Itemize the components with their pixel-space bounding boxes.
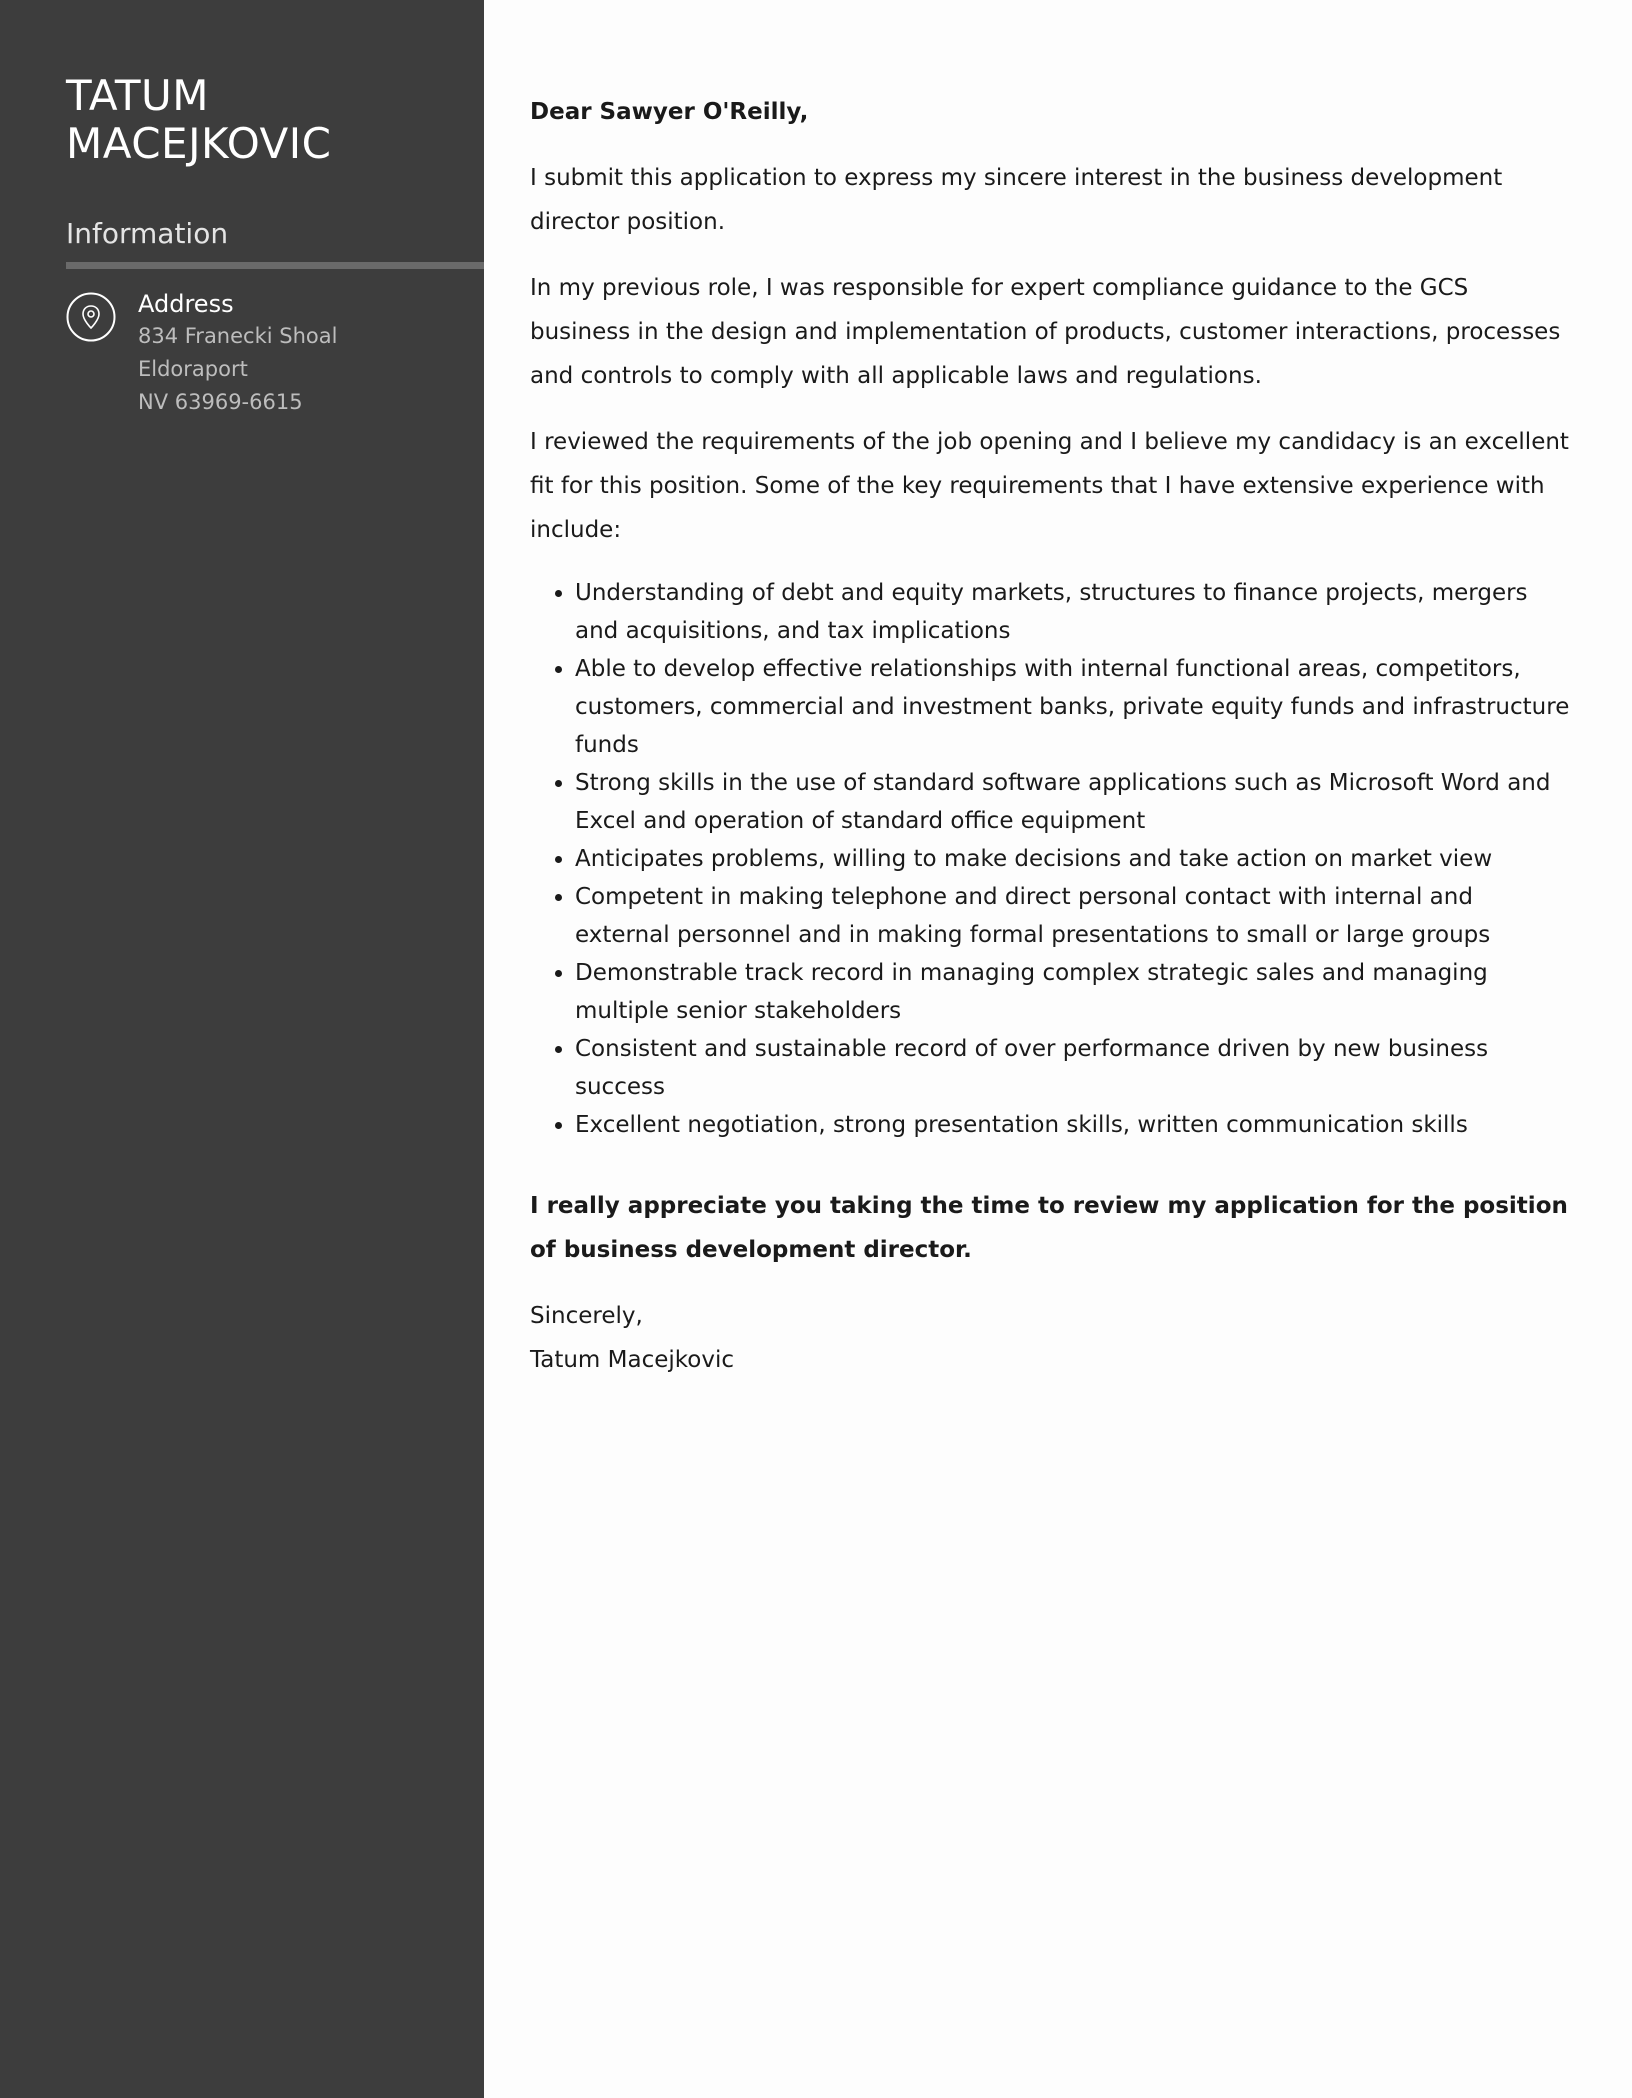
- address-label: Address: [138, 290, 234, 318]
- requirements-list: [530, 574, 1570, 1144]
- list-item: • Competent in making telephone and direct personal contact with internal and external personnel and in making formal presentations to small or large groups: [575, 878, 1570, 954]
- list-item: • Consistent and sustainable record of over performance driven by new business success: [575, 1030, 1570, 1106]
- paragraph-intro: I submit this application to express my sincere interest in the business development director position.: [530, 165, 1503, 235]
- map-pin-icon: [66, 292, 116, 342]
- address-line-2: Eldoraport: [138, 357, 248, 381]
- list-item: • Understanding of debt and equity markets, structures to finance projects, mergers and acquisitions, and tax implications: [575, 574, 1570, 650]
- salutation: Dear Sawyer O'Reilly,: [530, 99, 809, 125]
- signoff: Sincerely,: [530, 1303, 643, 1329]
- signature: Tatum Macejkovic: [530, 1347, 734, 1373]
- list-item: • Demonstrable track record in managing complex strategic sales and managing multiple senior stakeholders: [575, 954, 1570, 1030]
- name-first: TATUM: [66, 71, 209, 120]
- name-last: MACEJKOVIC: [66, 119, 332, 168]
- applicant-name: [66, 72, 466, 168]
- list-item: • Able to develop effective relationships with internal functional areas, competitors, customers, commercial and investment banks, private equity funds and infrastructure funds: [575, 650, 1570, 764]
- sidebar: [0, 0, 484, 2098]
- address-line-1: 834 Franecki Shoal: [138, 324, 338, 348]
- address-line-3: NV 63969-6615: [138, 390, 303, 414]
- list-item: • Strong skills in the use of standard software applications such as Microsoft Word and Excel and operation of standard office equipment: [575, 764, 1570, 840]
- list-item: • Anticipates problems, willing to make decisions and take action on market view: [575, 840, 1570, 878]
- section-divider: [66, 262, 484, 269]
- list-item: • Excellent negotiation, strong presentation skills, written communication skills: [575, 1106, 1570, 1144]
- paragraph-previous-role: In my previous role, I was responsible for expert compliance guidance to the GCS business in the design and implementation of products, customer interactions, processes and controls to comply with all applicable laws and regulations.: [530, 275, 1561, 389]
- letter-body: [530, 90, 1570, 1404]
- closing-paragraph: I really appreciate you taking the time to review my application for the position of business development director.: [530, 1193, 1568, 1263]
- information-heading: Information: [66, 217, 229, 250]
- address-text: [138, 288, 458, 419]
- paragraph-requirements: I reviewed the requirements of the job opening and I believe my candidacy is an excellent fit for this position. Some of the key requirements that I have extensive experience with include:: [530, 429, 1569, 543]
